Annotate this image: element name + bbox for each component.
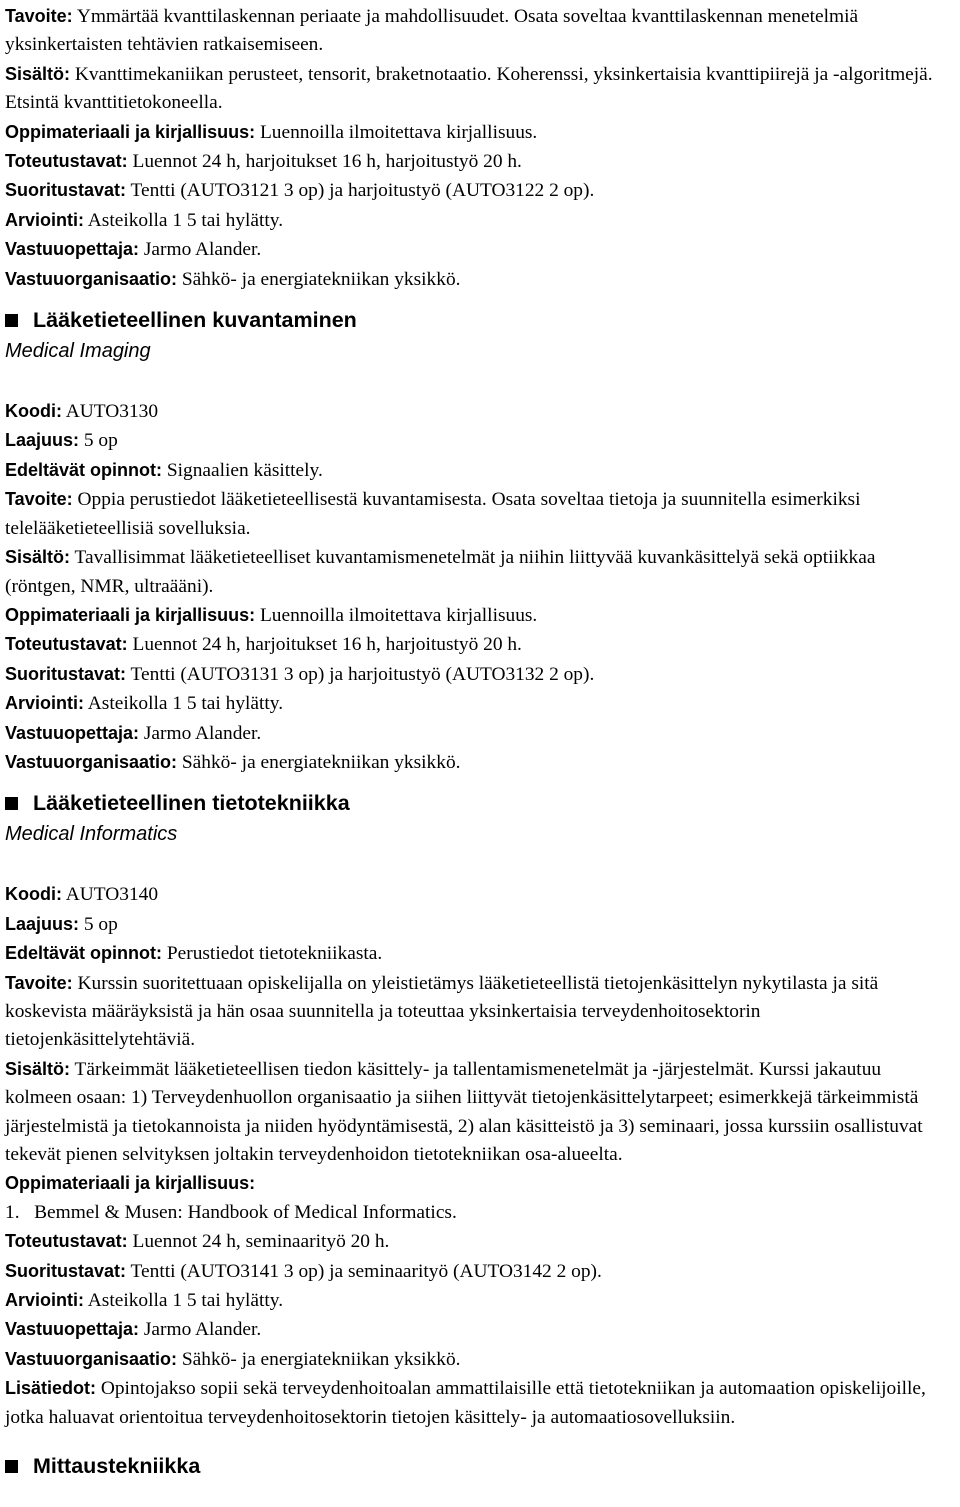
square-bullet-icon xyxy=(5,314,18,327)
course-subtitle: Medical Imaging xyxy=(5,340,151,363)
literature-item: 1. Bemmel & Musen: Handbook of Medical Informatics. xyxy=(5,1201,457,1223)
laajuus-row xyxy=(5,426,945,455)
arviointi-text: Asteikolla 1 5 tai hylätty. xyxy=(84,1290,284,1312)
suoritustavat-row xyxy=(5,1257,945,1286)
sisalto-label: Sisältö: xyxy=(5,547,71,568)
square-bullet-icon xyxy=(5,1460,18,1473)
arviointi-row xyxy=(5,1286,945,1315)
course-subtitle: Medical Informatics xyxy=(5,823,178,846)
vastuuopettaja-text: Jarmo Alander. xyxy=(139,239,262,261)
arviointi-row xyxy=(5,206,945,235)
course-title: Lääketieteellinen tietotekniikka xyxy=(33,791,350,816)
edeltavat-text: Signaalien käsittely. xyxy=(162,459,323,481)
tavoite-text: Kurssin suoritettuaan opiskelijalla on yleistietämys lääketieteellistä tietojenkäsittelyn nykytilasta ja sitä koskevista määräyksistä ja hän osaa suunnitella ja toteuttaa yksinkertaisia terveydenhoitosektorin tietojenkäsittelytehtäviä. xyxy=(5,972,879,1051)
toteutustavat-row xyxy=(5,630,945,659)
edeltavat-label: Edeltävät opinnot: xyxy=(5,459,162,480)
tavoite-row xyxy=(5,485,945,543)
lisatiedot-label: Lisätiedot: xyxy=(5,1378,97,1399)
lisatiedot-text: Opintojakso sopii sekä terveydenhoitoalan ammattilaisille että tietotekniikan ja automaation opiskelijoille, jotka haluavat orientoitua terveydenhoitosektorin tietojen käsittely- ja automaatiosovelluksiin. xyxy=(5,1378,926,1428)
vastuuopettaja-label: Vastuuopettaja: xyxy=(5,1319,140,1340)
arviointi-label: Arviointi: xyxy=(5,693,84,714)
vastuuorganisaatio-label: Vastuuorganisaatio: xyxy=(5,1348,178,1369)
arviointi-row xyxy=(5,689,945,718)
course-heading-mittaustekniikka xyxy=(5,1452,945,1481)
vastuuopettaja-row xyxy=(5,719,945,748)
course-title: Mittaustekniikka xyxy=(33,1454,201,1479)
vastuuopettaja-row xyxy=(5,1315,945,1344)
sisalto-row xyxy=(5,543,945,601)
sisalto-row xyxy=(5,60,945,118)
lisatiedot-row xyxy=(5,1374,945,1432)
tavoite-label: Tavoite: xyxy=(5,972,73,993)
oppimateriaali-label: Oppimateriaali ja kirjallisuus: xyxy=(5,604,256,625)
toteutustavat-label: Toteutustavat: xyxy=(5,1231,128,1252)
sisalto-text: Kvanttimekaniikan perusteet, tensorit, braketnotaatio. Koherenssi, yksinkertaisia kvanttipiirejä ja -algoritmejä. Etsintä kvanttitietokoneella. xyxy=(5,63,933,114)
edeltavat-row xyxy=(5,939,945,968)
edeltavat-label: Edeltävät opinnot: xyxy=(5,943,162,964)
vastuuorganisaatio-text: Sähkö- ja energiatekniikan yksikkö. xyxy=(177,268,461,290)
course-title: Lääketieteellinen kuvantaminen xyxy=(33,308,357,333)
tavoite-row xyxy=(5,2,945,60)
vastuuopettaja-label: Vastuuopettaja: xyxy=(5,239,140,260)
oppimateriaali-text: Luennoilla ilmoitettava kirjallisuus. xyxy=(255,121,538,143)
sisalto-text: Tärkeimmät lääketieteellisen tiedon käsittely- ja tallentamismenetelmät ja -järjestelmät. Kurssi jakautuu kolmeen osaan: 1) Terveydenhuollon organisaatio ja siihen liittyvät tietojenkäsittelytarpeet; esimerkkejä tärkeimmistä järjestelmistä ja tietokannoista ja niiden hyödyntämisestä, 2) alan käsitteistö ja 3) seminaari, jossa kurssiin osallistuvat tekevät pienen selvityksen joltakin terveydenhoidon tietotekniikan osa-alueelta. xyxy=(5,1058,923,1165)
sisalto-label: Sisältö: xyxy=(5,63,71,84)
oppimateriaali-label: Oppimateriaali ja kirjallisuus: xyxy=(5,121,256,142)
course-heading-tietotekniikka xyxy=(5,789,945,818)
laajuus-text: 5 op xyxy=(79,913,118,935)
oppimateriaali-row xyxy=(5,601,945,630)
oppimateriaali-label: Oppimateriaali ja kirjallisuus: xyxy=(5,1173,256,1194)
toteutustavat-label: Toteutustavat: xyxy=(5,634,128,655)
vastuuopettaja-label: Vastuuopettaja: xyxy=(5,722,140,743)
suoritustavat-row xyxy=(5,660,945,689)
vastuuorganisaatio-row xyxy=(5,748,945,777)
toteutustavat-text: Luennot 24 h, harjoitukset 16 h, harjoitustyö 20 h. xyxy=(127,634,522,656)
toteutustavat-text: Luennot 24 h, seminaarityö 20 h. xyxy=(127,1231,390,1253)
arviointi-label: Arviointi: xyxy=(5,1290,84,1311)
arviointi-text: Asteikolla 1 5 tai hylätty. xyxy=(84,209,284,231)
vastuuopettaja-text: Jarmo Alander. xyxy=(139,1319,262,1341)
arviointi-text: Asteikolla 1 5 tai hylätty. xyxy=(84,693,284,715)
toteutustavat-text: Luennot 24 h, harjoitukset 16 h, harjoitustyö 20 h. xyxy=(127,151,522,173)
tavoite-row xyxy=(5,969,945,1055)
suoritustavat-label: Suoritustavat: xyxy=(5,180,127,201)
laajuus-label: Laajuus: xyxy=(5,430,80,451)
suoritustavat-label: Suoritustavat: xyxy=(5,663,127,684)
vastuuorganisaatio-row xyxy=(5,1345,945,1374)
vastuuopettaja-text: Jarmo Alander. xyxy=(139,722,262,744)
koodi-row xyxy=(5,880,945,909)
suoritustavat-text: Tentti (AUTO3141 3 op) ja seminaarityö (AUTO3142 2 op). xyxy=(126,1260,602,1282)
square-bullet-icon xyxy=(5,797,18,810)
koodi-text: AUTO3130 xyxy=(61,401,159,423)
laajuus-text: 5 op xyxy=(79,430,118,452)
vastuuorganisaatio-label: Vastuuorganisaatio: xyxy=(5,751,178,772)
koodi-label: Koodi: xyxy=(5,884,62,905)
toteutustavat-label: Toteutustavat: xyxy=(5,151,128,172)
laajuus-row xyxy=(5,910,945,939)
sisalto-text: Tavallisimmat lääketieteelliset kuvantamismenetelmät ja niihin liittyvää kuvankäsittelyä sekä optiikkaa (röntgen, NMR, ultraääni). xyxy=(5,547,876,597)
tavoite-label: Tavoite: xyxy=(5,489,73,510)
suoritustavat-row xyxy=(5,176,945,205)
toteutustavat-row xyxy=(5,1227,945,1256)
vastuuopettaja-row xyxy=(5,235,945,264)
koodi-label: Koodi: xyxy=(5,401,62,422)
sisalto-label: Sisältö: xyxy=(5,1058,71,1079)
oppimateriaali-text: Luennoilla ilmoitettava kirjallisuus. xyxy=(255,604,538,626)
vastuuorganisaatio-text: Sähkö- ja energiatekniikan yksikkö. xyxy=(177,751,461,773)
edeltavat-row xyxy=(5,456,945,485)
toteutustavat-row xyxy=(5,147,945,176)
vastuuorganisaatio-label: Vastuuorganisaatio: xyxy=(5,268,178,289)
sisalto-row xyxy=(5,1055,945,1170)
edeltavat-text: Perustiedot tietotekniikasta. xyxy=(162,943,383,965)
tavoite-label: Tavoite: xyxy=(5,6,73,26)
oppimateriaali-row xyxy=(5,1169,945,1198)
laajuus-label: Laajuus: xyxy=(5,913,80,934)
course-heading-kuvantaminen xyxy=(5,306,945,335)
koodi-row xyxy=(5,397,945,426)
tavoite-text: Oppia perustiedot lääketieteellisestä kuvantamisesta. Osata soveltaa tietoja ja suunnitella esimerkiksi telelääketieteellisiä sovelluksia. xyxy=(5,489,861,539)
suoritustavat-label: Suoritustavat: xyxy=(5,1260,127,1281)
koodi-text: AUTO3140 xyxy=(61,884,159,906)
arviointi-label: Arviointi: xyxy=(5,209,84,230)
suoritustavat-text: Tentti (AUTO3121 3 op) ja harjoitustyö (AUTO3122 2 op). xyxy=(126,180,595,202)
oppimateriaali-row xyxy=(5,118,945,147)
suoritustavat-text: Tentti (AUTO3131 3 op) ja harjoitustyö (AUTO3132 2 op). xyxy=(126,663,595,685)
tavoite-text: Ymmärtää kvanttilaskennan periaate ja mahdollisuudet. Osata soveltaa kvanttilaskennan menetelmiä yksinkertaisten tehtävien ratkaisemiseen. xyxy=(5,6,859,56)
vastuuorganisaatio-text: Sähkö- ja energiatekniikan yksikkö. xyxy=(177,1348,461,1370)
vastuuorganisaatio-row xyxy=(5,265,945,294)
